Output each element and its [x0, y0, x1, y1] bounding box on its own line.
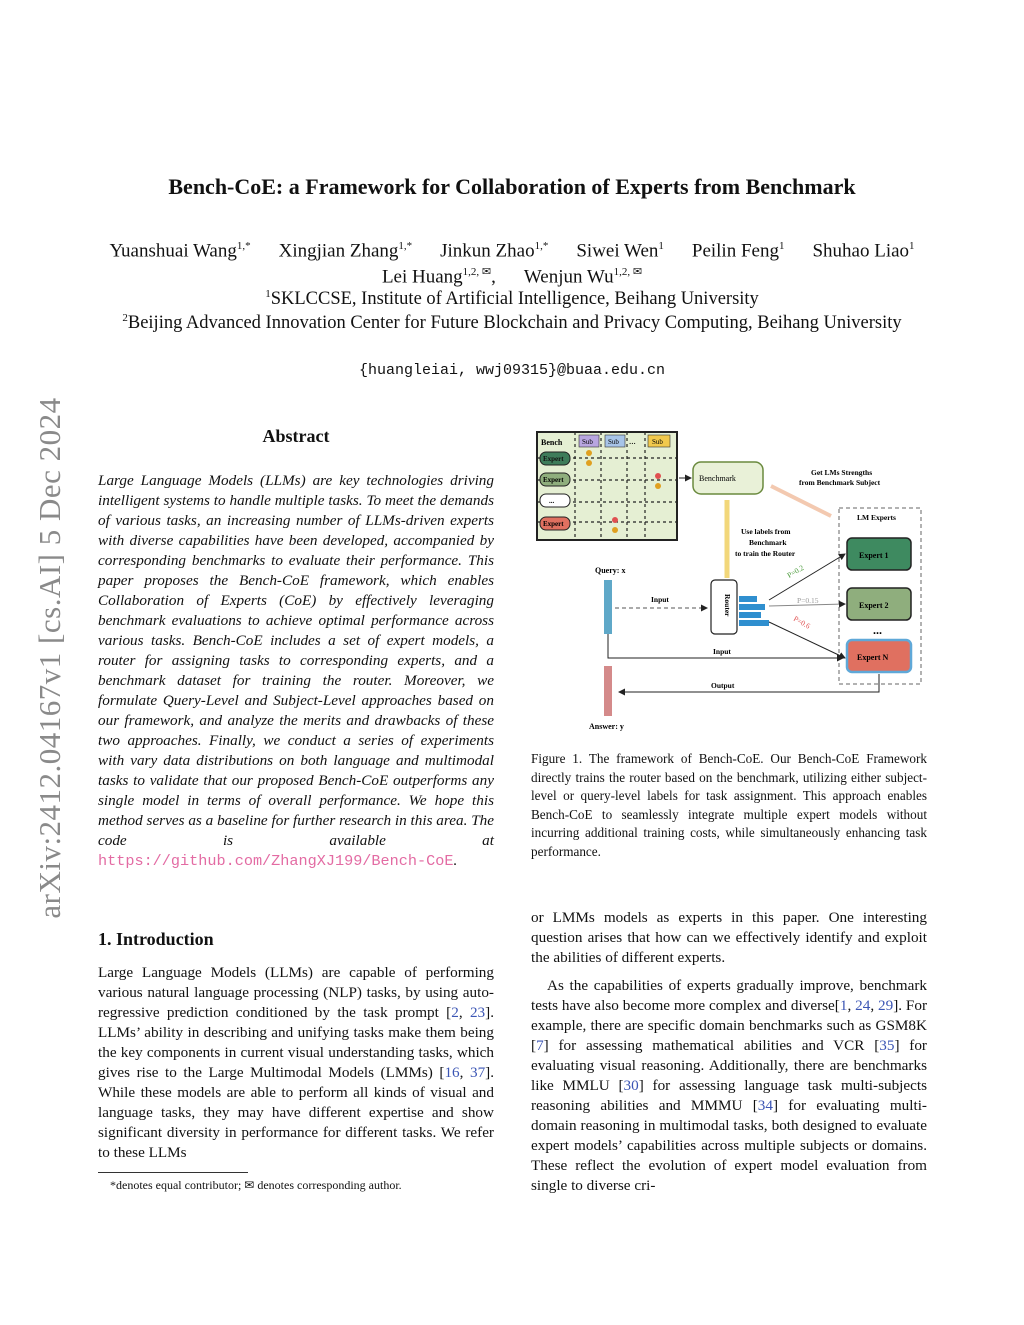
router-label: Router	[723, 594, 732, 617]
bench-header: Bench	[541, 438, 563, 447]
use-labels-text: to train the Router	[735, 549, 796, 558]
author-name: Siwei Wen$^1$	[576, 240, 664, 262]
author-emails: {huangleiai, wwj09315}@buaa.edu.cn	[358, 362, 666, 379]
citation-link[interactable]: 16	[444, 1064, 460, 1081]
strengths-label: from Benchmark Subject	[799, 478, 881, 487]
citation-link[interactable]: 24	[855, 997, 871, 1014]
sub-header: Sub	[608, 438, 619, 446]
affiliation-1: $^1$SKLCCSE, Institute of Artificial Intelligence, Beihang University	[265, 288, 759, 310]
author-name: Wenjun $Wu^{1,2, ✉}$	[523, 266, 643, 288]
expert-n-label: Expert N	[857, 653, 889, 662]
prob-2: P=0.15	[797, 596, 819, 605]
citation-link[interactable]: 30	[623, 1077, 639, 1094]
citation-link[interactable]: 34	[757, 1097, 773, 1114]
input-label: Input	[713, 647, 731, 656]
author-name: Lei Huang$^{1,2, ✉}$,	[381, 266, 496, 288]
citation-link[interactable]: 7	[536, 1037, 544, 1054]
citation-link[interactable]: 1	[839, 997, 848, 1014]
abstract-heading: Abstract	[262, 426, 330, 446]
answer-label: Answer: y	[589, 722, 624, 731]
expert-row-label: Expert	[543, 455, 564, 463]
use-labels-text: Use labels from	[741, 527, 791, 536]
author-list-continued	[0, 265, 1024, 288]
ellipsis: ...	[873, 623, 882, 637]
author-name: Shuhao Liao$^1$	[812, 240, 915, 262]
query-label: Query: x	[595, 566, 626, 575]
use-labels-text: Benchmark	[749, 538, 787, 547]
expert-2-label: Expert 2	[859, 601, 889, 610]
lm-experts-title: LM Experts	[857, 513, 896, 522]
footnote-divider	[98, 1172, 248, 1173]
paper-title: Bench-CoE: a Framework for Collaboration of Experts from Benchmark	[168, 174, 856, 199]
author-name: Yuanshuai Wang$^{1,*}$	[109, 240, 251, 262]
footnote: *denotes equal contributor; ✉ denotes corresponding author.	[110, 1178, 402, 1192]
introduction-text: Large Language Models (LLMs) are capable of performing various natural language processing (NLP) tasks, by using auto-regressive prediction conditioned by the task prompt [2, 23]. LLMs’ ability in describing and unifying tasks make them being the key components in current visual understanding tasks, which gives rise to the Large Multimodal Models (LMMs) [16, 37]. While these models are able to perform all kinds of visual and language tasks, they may have different expertise and show significant diversity in performance for different tasks. We refer to these LLMs	[98, 964, 495, 1161]
introduction-heading: 1. Introduction	[98, 929, 214, 949]
input-label: Input	[651, 595, 669, 604]
output-label: Output	[711, 681, 735, 690]
expert-row-label: Expert	[543, 520, 564, 528]
author-name: Peilin Feng$^1$	[691, 240, 785, 262]
framework-figure	[531, 428, 929, 738]
benchmark-box-label: Benchmark	[699, 474, 736, 483]
citation-link[interactable]: 23	[469, 1004, 486, 1021]
code-link[interactable]: https://github.com/ZhangXJ199/Bench-CoE	[98, 852, 454, 870]
prob-3: P=0.6	[792, 613, 812, 631]
right-column-text: or LMMs models as experts in this paper. One interesting question arises that how can we effectively identify and exploit the abilities of different experts. As the capabilities of experts gradually improve, benchmark tests have also become more complex and diverse[1, 24, 29]. For example, there are specific domain benchmarks such as GSM8K [7] for assessing mathematical abilities and VCR [35] for evaluating visual reasoning. Additionally, there are benchmarks like MMLU [30] for assessing language task multi-subjects reasoning abilities and MMMU [34] for evaluating multi-domain reasoning in multimodal tasks, both designed to evaluate expert models’ capabilities across multiple subjects or domains. These reflect the evolution of expert model evaluation from single to diverse cri-	[531, 909, 928, 1194]
expert-row-label: Expert	[543, 476, 564, 484]
strengths-label: Get LMs Strengths	[811, 468, 873, 477]
citation-link[interactable]: 2	[451, 1004, 459, 1021]
author-list	[0, 240, 1024, 262]
sub-header: Sub	[582, 438, 593, 446]
affiliation-2: $^2$Beijing Advanced Innovation Center for Future Blockchain and Privacy Computing, Beihang University	[122, 312, 902, 334]
citation-link[interactable]: 35	[879, 1037, 895, 1054]
ellipsis: ...	[549, 497, 555, 505]
abstract-text: Large Language Models (LLMs) are key technologies driving intelligent systems to handle multiple tasks. To meet the demands of various tasks, an increasing number of LLMs-driven experts with diverse capabilities have been developed, accompanied by corresponding benchmarks to evaluate their performance. This paper proposes the Bench-CoE framework, which enables Collaboration of Experts (CoE) by effectively leveraging benchmark evaluations to achieve optimal performance across various tasks. Bench-CoE includes a set of expert models, a router for assigning tasks to corresponding experts, and a benchmark dataset for training the router. Moreover, we formulate Query-Level and Subject-Level approaches based on our framework, and analyze the merits and drawbacks of these two approaches. Finally, we conduct a series of experiments with vary data distributions on both language and multimodal tasks to validate that our proposed Bench-CoE outperforms any single model in terms of overall performance. We hope this method serves as a baseline for further research in this area. The code is available at https://github.com/ZhangXJ199/Bench-CoE.	[98, 472, 494, 870]
prob-1: P=0.2	[785, 563, 806, 580]
benchmark-grid	[537, 432, 677, 540]
citation-link[interactable]: 37	[469, 1064, 486, 1081]
author-name: Xingjian Zhang$^{1,*}$	[278, 240, 413, 262]
citation-link[interactable]: 29	[878, 997, 894, 1014]
sub-header: Sub	[652, 438, 663, 446]
ellipsis: ...	[629, 436, 636, 446]
expert-1-label: Expert 1	[859, 551, 889, 560]
author-name: Jinkun Zhao$^{1,*}$	[440, 240, 549, 262]
figure-caption: Figure 1. The framework of Bench-CoE. Our Bench-CoE Framework directly trains the router based on the benchmark, utilizing either subject-level or query-level labels for task assignment. This approach enables Bench-CoE to seamlessly integrate multiple expert models without incurring additional training costs, while simultaneously enhancing task performance.	[531, 751, 927, 859]
